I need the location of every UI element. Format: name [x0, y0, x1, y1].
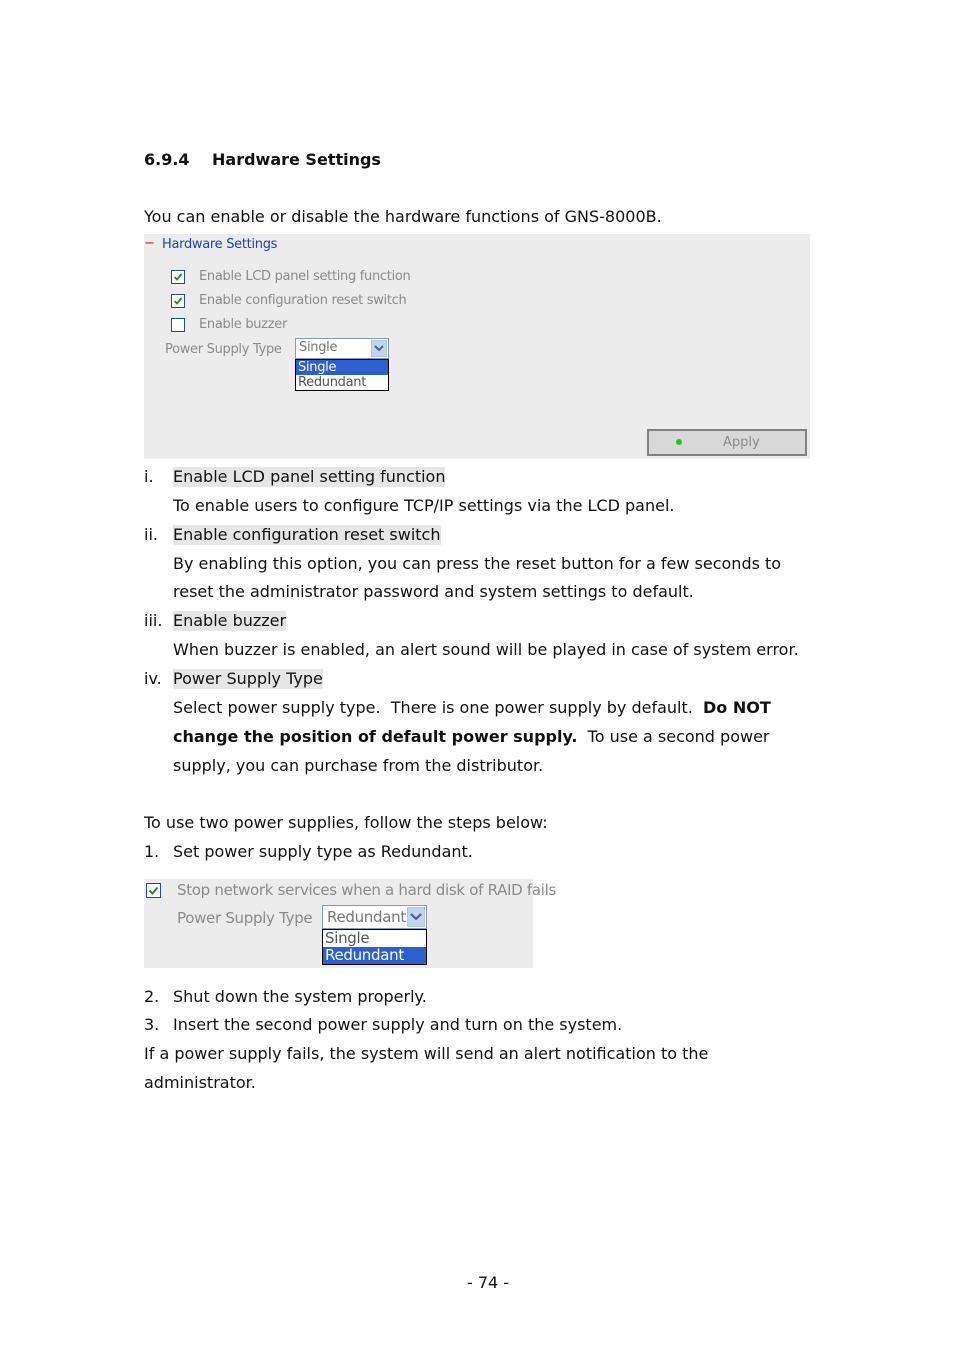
buzzer-checkbox-label: Enable buzzer: [199, 317, 287, 332]
lcd-checkbox-label: Enable LCD panel setting function: [199, 269, 411, 284]
item-desc-part: Select power supply type. There is one power supply by default.: [173, 698, 704, 717]
dropdown-option-single[interactable]: Single: [296, 360, 388, 375]
closing-text: If a power supply fails, the system will send an alert notification to the: [144, 1044, 709, 1063]
item-title: Enable LCD panel setting function: [173, 467, 446, 486]
hardware-settings-screenshot: [144, 234, 810, 459]
intro-text: You can enable or disable the hardware functions of GNS-8000B.: [144, 207, 662, 226]
item-desc-bold: change the position of default power supply.: [173, 727, 578, 746]
reset-switch-checkbox[interactable]: [171, 294, 185, 308]
collapse-icon[interactable]: −: [144, 236, 155, 251]
buzzer-checkbox[interactable]: [171, 318, 185, 332]
apply-button[interactable]: [647, 429, 807, 456]
item-title: Enable configuration reset switch: [173, 525, 441, 544]
page-number: - 74 -: [467, 1273, 510, 1292]
item-marker: ii.: [144, 525, 158, 544]
item-desc: When buzzer is enabled, an alert sound will be played in case of system error.: [173, 640, 799, 659]
steps-intro: To use two power supplies, follow the steps below:: [144, 813, 548, 832]
dropdown-option-single[interactable]: Single: [325, 929, 370, 947]
step-number: 3.: [144, 1015, 160, 1034]
dropdown-option-redundant[interactable]: Redundant: [298, 375, 367, 390]
item-desc: By enabling this option, you can press the reset button for a few seconds to: [173, 554, 782, 573]
lcd-checkbox[interactable]: [171, 270, 185, 284]
step-text: Shut down the system properly.: [173, 987, 427, 1006]
item-desc: supply, you can purchase from the distributor.: [173, 756, 544, 775]
item-desc-part: To use a second power: [577, 727, 770, 746]
select-value: Single: [299, 340, 338, 355]
item-desc: [173, 727, 770, 747]
reset-switch-checkbox-label: Enable configuration reset switch: [199, 293, 407, 308]
item-marker: iv.: [144, 669, 162, 688]
select-value: Redundant: [327, 908, 406, 926]
item-desc-bold: Do NOT: [703, 698, 771, 717]
power-supply-select[interactable]: [295, 338, 389, 359]
section-number: 6.9.4: [144, 150, 190, 169]
panel-title[interactable]: Hardware Settings: [162, 237, 278, 252]
stop-network-checkbox[interactable]: [146, 883, 161, 898]
power-supply-screenshot: [144, 879, 557, 968]
power-supply-select[interactable]: [322, 905, 427, 929]
item-title: Power Supply Type: [173, 669, 323, 688]
item-title: Enable buzzer: [173, 611, 287, 630]
power-supply-label: Power Supply Type: [165, 342, 282, 357]
step-text: Insert the second power supply and turn on the system.: [173, 1015, 623, 1034]
item-desc: [173, 698, 771, 718]
chevron-down-icon[interactable]: [371, 340, 387, 357]
item-desc: To enable users to configure TCP/IP settings via the LCD panel.: [173, 496, 675, 515]
power-supply-dropdown: [295, 359, 389, 391]
item-marker: iii.: [144, 611, 163, 630]
dropdown-option-redundant[interactable]: Redundant: [323, 947, 426, 964]
step-number: 2.: [144, 987, 160, 1006]
power-supply-label: Power Supply Type: [177, 909, 313, 927]
item-marker: i.: [144, 467, 154, 486]
closing-text: administrator.: [144, 1073, 256, 1092]
step-text: Set power supply type as Redundant.: [173, 842, 473, 861]
status-dot-icon: [676, 439, 682, 445]
chevron-down-icon[interactable]: [407, 907, 425, 927]
step-number: 1.: [144, 842, 160, 861]
power-supply-dropdown: [322, 929, 427, 965]
item-desc: reset the administrator password and system settings to default.: [173, 582, 694, 601]
section-title: Hardware Settings: [212, 150, 381, 169]
apply-label: Apply: [723, 435, 760, 450]
stop-network-checkbox-label: Stop network services when a hard disk of RAID fails: [177, 881, 557, 899]
